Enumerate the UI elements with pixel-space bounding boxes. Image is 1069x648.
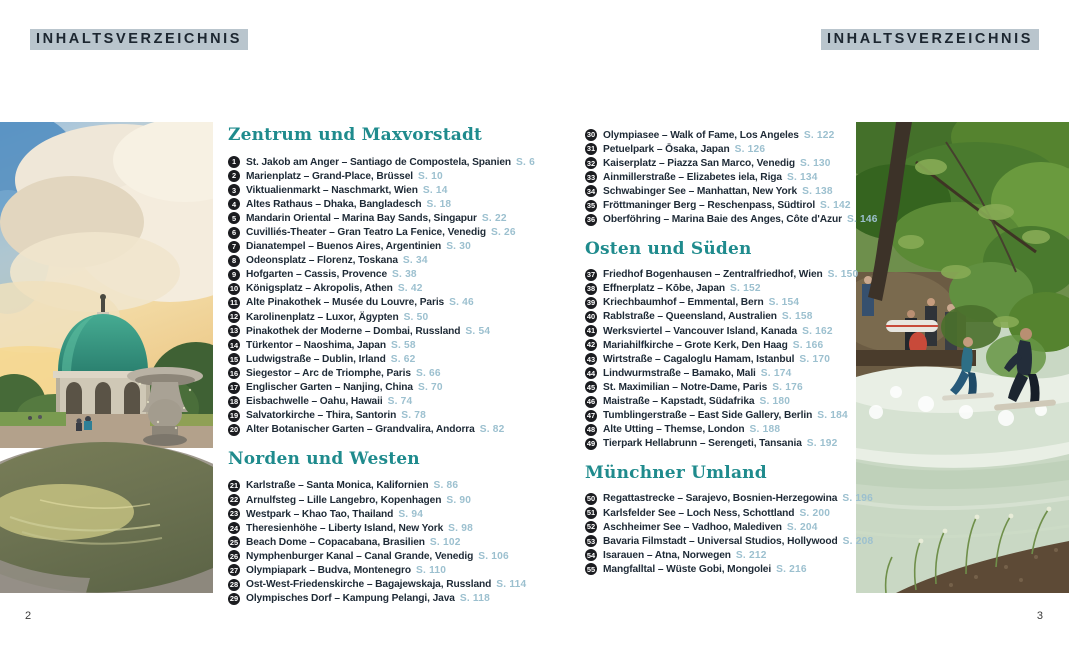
entry-title: Regattastrecke – Sarajevo, Bosnien-Herzegowina <box>603 493 838 505</box>
toc-entry <box>228 183 538 197</box>
entry-page-ref: S. 204 <box>786 521 818 533</box>
entry-number-badge: 43 <box>586 354 596 364</box>
entry-number-badge: 51 <box>586 508 596 518</box>
entry-title: Königsplatz – Akropolis, Athen <box>246 283 393 295</box>
toc-entry <box>228 521 538 535</box>
entry-title: Odeonsplatz – Florenz, Toskana <box>246 255 398 267</box>
toc-entry <box>585 170 895 184</box>
entry-number-badge: 23 <box>229 509 239 519</box>
toc-entry <box>585 128 895 142</box>
entry-page-ref: S. 122 <box>803 129 835 141</box>
entry-title: Westpark – Khao Tao, Thailand <box>246 508 394 520</box>
entry-page-ref: S. 78 <box>401 410 427 422</box>
entry-title: Olympiapark – Budva, Montenegro <box>246 564 412 576</box>
entry-page-ref: S. 216 <box>776 563 807 575</box>
toc-entry <box>585 437 895 451</box>
toc-entry <box>585 548 895 562</box>
entry-page-ref: S. 212 <box>735 549 767 561</box>
entry-title: Mangfalltal – Wüste Gobi, Mongolei <box>603 563 772 575</box>
entry-number-badge: 52 <box>586 522 596 532</box>
entry-page-ref: S. 126 <box>734 143 766 155</box>
entry-title: Olympiasee – Walk of Fame, Los Angeles <box>603 129 799 141</box>
toc-entry <box>228 423 538 437</box>
entry-number-badge: 33 <box>586 172 596 182</box>
toc-entry <box>228 352 538 366</box>
entry-page-ref: S. 74 <box>387 396 413 408</box>
entry-page-ref: S. 208 <box>842 535 874 547</box>
entry-number-badge: 19 <box>229 411 239 421</box>
toc-entry <box>228 507 538 521</box>
entry-title: Werksviertel – Vancouver Island, Kanada <box>603 325 798 337</box>
entry-page-ref: S. 184 <box>817 410 848 422</box>
entry-title: Aschheimer See – Vadhoo, Malediven <box>603 521 782 533</box>
entry-number-badge: 41 <box>586 326 596 336</box>
section-title: Münchner Umland <box>585 462 767 483</box>
entry-number-badge: 22 <box>229 495 239 505</box>
entry-number-badge: 12 <box>229 312 239 322</box>
entry-page-ref: S. 26 <box>490 227 516 239</box>
toc-entry <box>585 506 895 520</box>
toc-entry <box>585 310 895 324</box>
entry-number-badge: 3 <box>228 184 240 196</box>
toc-entry <box>585 324 895 338</box>
entry-number-badge: 54 <box>586 550 596 560</box>
entry-title: Kriechbaumhof – Emmental, Bern <box>603 297 764 309</box>
entry-page-ref: S. 86 <box>433 480 459 492</box>
toc-entry <box>585 156 895 170</box>
entry-page-ref: S. 42 <box>397 283 423 295</box>
entry-title: Wirtstraße – Cagaloglu Hamam, Istanbul <box>603 353 795 365</box>
entry-page-ref: S. 174 <box>760 367 792 379</box>
entry-page-ref: S. 106 <box>478 550 509 562</box>
entry-number-badge: 24 <box>229 523 239 533</box>
entry-title: Bavaria Filmstadt – Universal Studios, Hollywood <box>603 535 838 547</box>
entry-number-badge: 48 <box>586 425 596 435</box>
entry-page-ref: S. 130 <box>800 157 831 169</box>
entry-number-badge: 21 <box>229 481 239 491</box>
toc-entry <box>228 268 538 282</box>
entry-title: Dianatempel – Buenos Aires, Argentinien <box>246 241 442 253</box>
toc-entry <box>228 211 538 225</box>
entry-number-badge: 6 <box>228 227 240 239</box>
entry-number-badge: 2 <box>228 170 240 182</box>
entry-page-ref: S. 70 <box>418 382 443 394</box>
entry-page-ref: S. 180 <box>759 396 791 408</box>
entry-number-badge: 32 <box>586 158 596 168</box>
entry-page-ref: S. 138 <box>802 185 833 197</box>
toc-entry <box>585 380 895 394</box>
entry-title: Kaiserplatz – Piazza San Marco, Venedig <box>603 157 796 169</box>
entry-number-badge: 18 <box>229 396 239 406</box>
toc-entry <box>585 338 895 352</box>
entry-page-ref: S. 90 <box>446 494 472 506</box>
entry-title: Alte Utting – Themse, London <box>603 424 745 436</box>
page-number-left: 2 <box>25 610 32 622</box>
entry-number-badge: 42 <box>586 340 596 350</box>
entry-number-badge: 9 <box>228 269 240 281</box>
entry-title: Petuelpark – Ōsaka, Japan <box>603 143 730 155</box>
entry-page-ref: S. 102 <box>429 536 461 548</box>
entry-title: Hofgarten – Cassis, Provence <box>246 269 388 281</box>
entry-title: Salvatorkirche – Thira, Santorin <box>246 410 397 422</box>
entry-page-ref: S. 196 <box>842 493 873 505</box>
entry-number-badge: 13 <box>229 326 239 336</box>
entry-number-badge: 5 <box>228 212 240 224</box>
entry-number-badge: 45 <box>586 382 596 392</box>
entry-title: Alte Pinakothek – Musée du Louvre, Paris <box>246 297 445 309</box>
entry-title: Tierpark Hellabrunn – Serengeti, Tansania <box>603 438 802 450</box>
toc-entry <box>585 492 895 506</box>
entry-page-ref: S. 66 <box>415 367 441 379</box>
entry-number-badge: 17 <box>229 382 239 392</box>
entry-page-ref: S. 176 <box>772 381 803 393</box>
entry-number-badge: 11 <box>228 297 240 309</box>
toc-entry <box>228 493 538 507</box>
entry-title: Englischer Garten – Nanjing, China <box>246 382 413 394</box>
toc-entry <box>228 535 538 549</box>
entry-title: Altes Rathaus – Dhaka, Bangladesch <box>246 198 422 210</box>
entry-title: Maistraße – Kapstadt, Südafrika <box>603 396 755 408</box>
entry-number-badge: 28 <box>229 579 239 589</box>
entry-page-ref: S. 142 <box>820 200 851 212</box>
page-number-right: 3 <box>1036 610 1043 622</box>
toc-entry <box>228 324 538 338</box>
toc-entry <box>228 479 538 493</box>
toc-entry <box>228 409 538 423</box>
entry-title: Siegestor – Arc de Triomphe, Paris <box>246 367 411 379</box>
toc-entry <box>585 409 895 423</box>
toc-entry <box>585 395 895 409</box>
entry-title: Eisbachwelle – Oahu, Hawaii <box>246 396 383 408</box>
entry-page-ref: S. 46 <box>449 297 474 309</box>
toc-entry <box>228 254 538 268</box>
entry-title: Ost-West-Friedenskirche – Bagajewskaja, Russland <box>246 579 492 591</box>
toc-entry <box>585 366 895 380</box>
entry-page-ref: S. 14 <box>422 184 448 196</box>
entry-title: Ludwigstraße – Dublin, Irland <box>246 353 386 365</box>
toc-entry <box>585 184 895 198</box>
entry-page-ref: S. 110 <box>416 564 447 576</box>
entry-number-badge: 15 <box>229 354 239 364</box>
entry-page-ref: S. 34 <box>402 255 428 267</box>
entry-title: Effnerplatz – Kōbe, Japan <box>603 283 726 295</box>
entry-number-badge: 29 <box>229 593 239 603</box>
entry-page-ref: S. 152 <box>730 283 761 295</box>
entry-page-ref: S. 22 <box>481 212 507 224</box>
entry-number-badge: 37 <box>586 270 596 279</box>
entry-title: Schwabinger See – Manhattan, New York <box>603 185 798 197</box>
entry-number-badge: 14 <box>229 340 239 350</box>
entry-title: Mandarin Oriental – Marina Bay Sands, Singapur <box>246 212 477 224</box>
entry-number-badge: 44 <box>586 368 596 378</box>
entry-number-badge: 25 <box>229 537 239 547</box>
toc-entry <box>585 562 895 576</box>
entry-title: Rablstraße – Queensland, Australien <box>603 311 777 323</box>
section-title: Osten und Süden <box>585 238 752 259</box>
toc-entry <box>585 520 895 534</box>
entry-page-ref: S. 94 <box>398 508 424 520</box>
entry-page-ref: S. 82 <box>479 424 505 436</box>
toc-entry <box>228 366 538 380</box>
entry-title: Viktualienmarkt – Naschmarkt, Wien <box>246 184 418 196</box>
entry-title: Tumblingerstraße – East Side Gallery, Berlin <box>603 410 813 422</box>
entry-number-badge: 40 <box>586 312 596 322</box>
entry-page-ref: S. 62 <box>390 353 416 365</box>
entry-page-ref: S. 18 <box>426 198 452 210</box>
toc-entry <box>228 338 538 352</box>
entry-number-badge: 50 <box>586 494 596 504</box>
entry-title: Arnulfsteg – Lille Langebro, Kopenhagen <box>246 494 442 506</box>
entry-page-ref: S. 6 <box>516 156 535 168</box>
entry-page-ref: S. 158 <box>781 311 813 323</box>
toc-entry <box>585 352 895 366</box>
hofgarten-dianatempel-photo <box>0 122 213 593</box>
entry-page-ref: S. 10 <box>418 170 443 182</box>
entry-number-badge: 31 <box>586 144 596 154</box>
toc-entry <box>228 549 538 563</box>
entry-title: Olympisches Dorf – Kampung Pelangi, Java <box>246 593 455 605</box>
entry-title: Lindwurmstraße – Bamako, Mali <box>603 367 756 379</box>
entry-number-badge: 16 <box>229 368 239 378</box>
entry-number-badge: 39 <box>586 298 596 308</box>
entry-title: St. Maximilian – Notre-Dame, Paris <box>603 381 768 393</box>
entry-number-badge: 49 <box>586 439 596 449</box>
entry-page-ref: S. 150 <box>827 269 859 281</box>
entry-title: St. Jakob am Anger – Santiago de Compostela, Spanien <box>246 156 512 168</box>
entry-title: Friedhof Bogenhausen – Zentralfriedhof, Wien <box>603 269 823 281</box>
entry-number-badge: 34 <box>586 186 596 196</box>
entry-page-ref: S. 154 <box>768 297 800 309</box>
entry-number-badge: 8 <box>228 255 240 267</box>
section-title: Norden und Westen <box>228 448 420 469</box>
entry-page-ref: S. 114 <box>496 579 527 591</box>
entry-title: Mariahilfkirche – Grote Kerk, Den Haag <box>603 339 788 351</box>
entry-page-ref: S. 134 <box>786 171 818 183</box>
entry-number-badge: 4 <box>228 198 240 210</box>
page-title-right: INHALTSVERZEICHNIS <box>821 29 1039 50</box>
toc-entry <box>585 282 895 296</box>
entry-number-badge: 55 <box>586 564 596 574</box>
entry-number-badge: 38 <box>586 284 596 294</box>
toc-entry <box>228 169 538 183</box>
entry-number-badge: 1 <box>228 156 240 168</box>
entry-number-badge: 7 <box>228 241 240 253</box>
toc-entry <box>585 296 895 310</box>
entry-page-ref: S. 146 <box>846 214 878 226</box>
toc-entry <box>228 225 538 239</box>
entry-page-ref: S. 188 <box>749 424 781 436</box>
toc-entry <box>585 142 895 156</box>
entry-title: Pinakothek der Moderne – Dombai, Russland <box>246 325 461 337</box>
entry-title: Nymphenburger Kanal – Canal Grande, Venedig <box>246 550 474 562</box>
entry-title: Türkentor – Naoshima, Japan <box>246 339 386 351</box>
entry-title: Marienplatz – Grand-Place, Brüssel <box>246 170 414 182</box>
entry-title: Ainmillerstraße – Elizabetes iela, Riga <box>603 171 782 183</box>
entry-page-ref: S. 192 <box>806 438 838 450</box>
entry-title: Isarauen – Atna, Norwegen <box>603 549 731 561</box>
entry-page-ref: S. 200 <box>799 507 831 519</box>
entry-title: Oberföhring – Marina Baie des Anges, Côte d'Azur <box>603 214 842 226</box>
toc-entry <box>228 282 538 296</box>
toc-entry <box>228 296 538 310</box>
entry-page-ref: S. 58 <box>390 339 416 351</box>
entry-page-ref: S. 170 <box>799 353 831 365</box>
entry-number-badge: 26 <box>229 551 239 561</box>
entry-number-badge: 27 <box>229 565 239 575</box>
toc-entry <box>585 423 895 437</box>
entry-title: Karolinenplatz – Luxor, Ägypten <box>246 311 399 323</box>
toc-entry <box>585 213 895 227</box>
entry-title: Fröttmaninger Berg – Reschenpass, Südtirol <box>603 200 816 212</box>
toc-column-left <box>228 125 538 606</box>
entry-number-badge: 20 <box>229 425 239 435</box>
entry-page-ref: S. 50 <box>403 311 429 323</box>
entry-title: Karlstraße – Santa Monica, Kalifornien <box>246 480 429 492</box>
entry-page-ref: S. 118 <box>459 593 490 605</box>
toc-entry <box>228 155 538 169</box>
toc-entry <box>228 310 538 324</box>
entry-page-ref: S. 54 <box>465 325 491 337</box>
section-title: Zentrum und Maxvorstadt <box>228 125 483 145</box>
toc-entry <box>228 197 538 211</box>
page-title-left: INHALTSVERZEICHNIS <box>30 29 248 50</box>
entry-title: Beach Dome – Copacabana, Brasilien <box>246 536 425 548</box>
toc-entry <box>228 563 538 577</box>
entry-title: Karlsfelder See – Loch Ness, Schottland <box>603 507 795 519</box>
toc-entry <box>228 592 538 606</box>
entry-title: Theresienhöhe – Liberty Island, New York <box>246 522 444 534</box>
entry-number-badge: 35 <box>586 200 596 210</box>
toc-entry <box>228 240 538 254</box>
entry-page-ref: S. 98 <box>448 522 473 534</box>
entry-number-badge: 53 <box>586 536 596 546</box>
toc-entry <box>585 198 895 212</box>
toc-entry <box>228 395 538 409</box>
toc-entry <box>228 381 538 395</box>
entry-page-ref: S. 166 <box>792 339 824 351</box>
entry-page-ref: S. 30 <box>446 241 471 253</box>
toc-entry <box>585 534 895 548</box>
entry-title: Cuvilliés-Theater – Gran Teatro La Fenice, Venedig <box>246 227 486 239</box>
toc-entry <box>585 268 895 282</box>
entry-title: Alter Botanischer Garten – Grandvalira, Andorra <box>246 424 475 436</box>
entry-number-badge: 36 <box>586 214 596 224</box>
toc-entry <box>228 578 538 592</box>
entry-page-ref: S. 162 <box>802 325 833 337</box>
entry-number-badge: 46 <box>586 396 596 406</box>
entry-page-ref: S. 38 <box>392 269 417 281</box>
entry-number-badge: 30 <box>586 130 596 140</box>
entry-number-badge: 47 <box>586 410 596 420</box>
toc-column-right <box>585 128 895 576</box>
dianatempel-illustration <box>0 122 213 593</box>
entry-number-badge: 10 <box>229 284 239 294</box>
